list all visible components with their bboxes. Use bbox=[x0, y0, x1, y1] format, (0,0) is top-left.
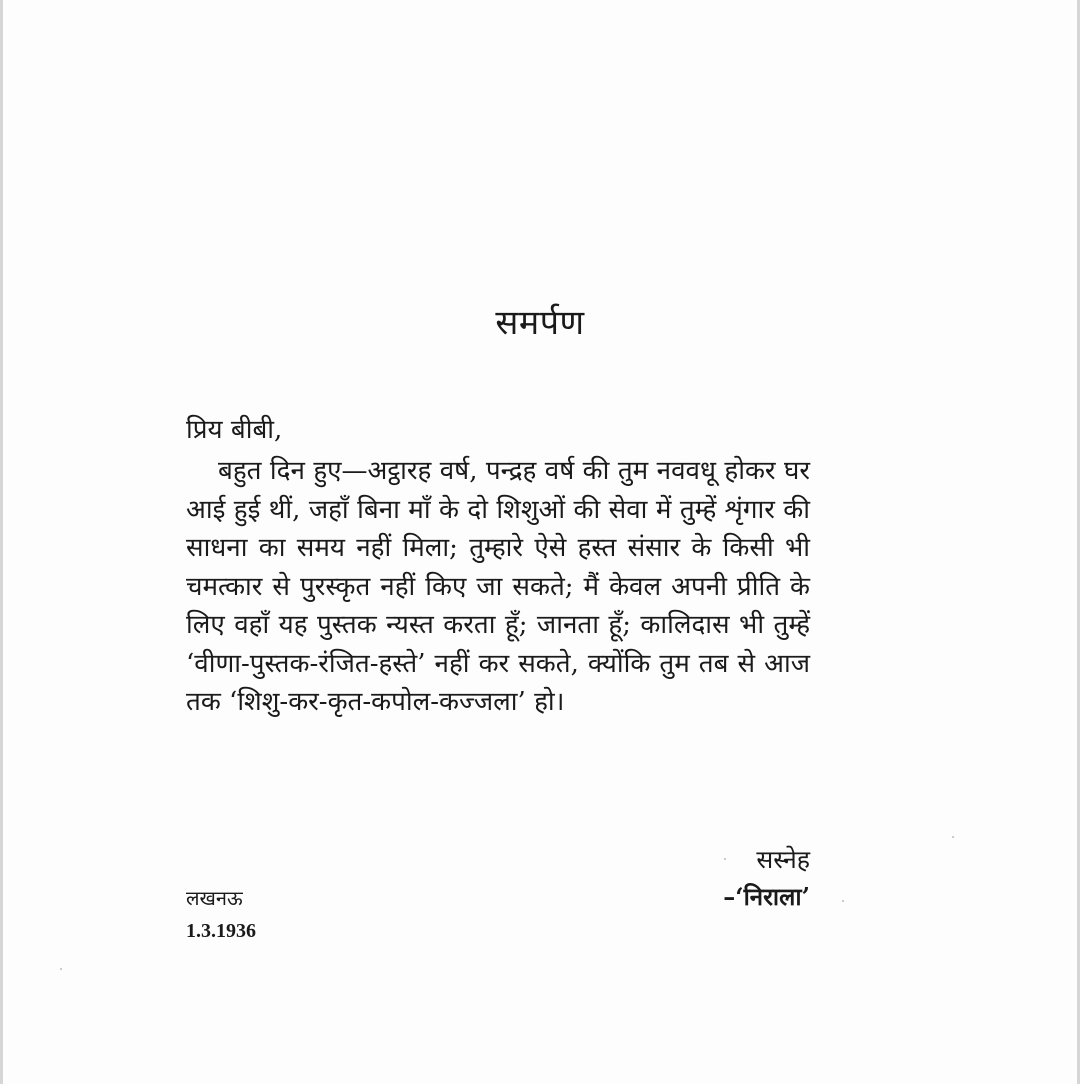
dedication-paragraph: बहुत दिन हुए—अट्ठारह वर्ष, पन्द्रह वर्ष की तुम नववधू होकर घर आई हुई थीं, जहाँ बिना माँ के दो शिशुओं की सेवा में तुम्हें शृंगार की साधना का समय नहीं मिला; तुम्हारे ऐसे हस्त संसार के किसी भी चमत्कार से पुरस्कृत नहीं किए जा सकते; मैं केवल अपनी प्रीति के लिए वहाँ यह पुस्तक न्यस्त करता हूँ; जानता हूँ; कालिदास भी तुम्हें ‘वीणा-पुस्तक-रंजित-हस्ते’ नहीं कर सकते, क्योंकि तुम तब से आज तक ‘शिशु-कर-कृत-कपोल-कज्जला’ हो। bbox=[186, 456, 810, 717]
place: लखनऊ bbox=[186, 886, 243, 910]
page-title: समर्पण bbox=[495, 303, 585, 343]
salutation: प्रिय बीबी, bbox=[186, 415, 283, 445]
scan-speck bbox=[842, 900, 844, 902]
scan-speck bbox=[60, 968, 62, 970]
closing: सस्नेह bbox=[756, 845, 810, 874]
signature: –‘निराला’ bbox=[723, 882, 810, 911]
scan-speck bbox=[724, 858, 726, 860]
page-left-edge bbox=[0, 0, 3, 1084]
scan-speck bbox=[952, 836, 954, 838]
date: 1.3.1936 bbox=[186, 920, 256, 942]
dedication-body bbox=[186, 452, 810, 722]
